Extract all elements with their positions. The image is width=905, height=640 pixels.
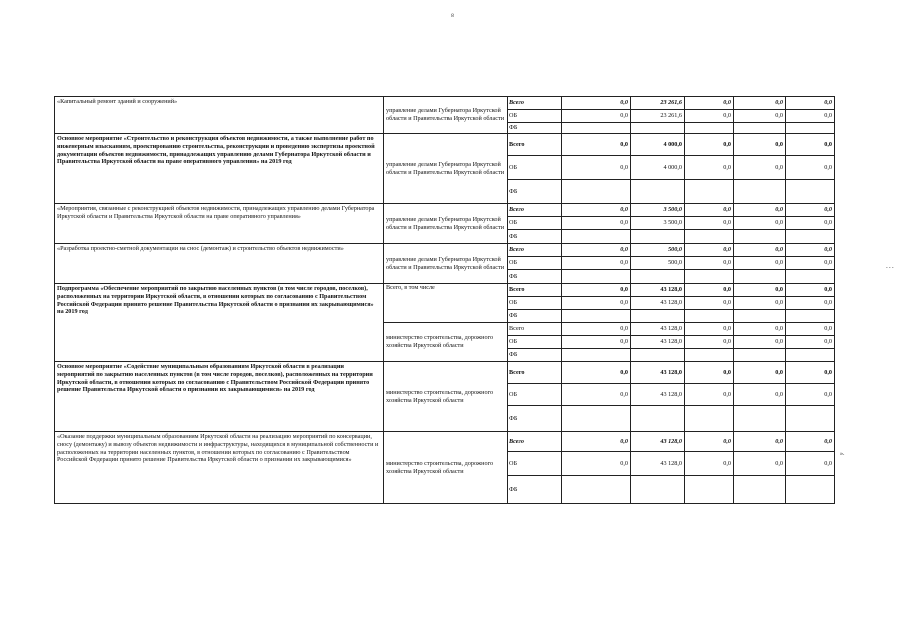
amount-cell: 0,0 (734, 384, 786, 406)
amount-cell: 0,0 (562, 362, 631, 384)
amount-cell: 0,0 (685, 134, 734, 156)
amount-cell (685, 349, 734, 362)
funding-source-cell: ФБ (508, 349, 562, 362)
amount-cell: 0,0 (685, 97, 734, 110)
amount-cell: 0,0 (685, 297, 734, 310)
amount-cell (562, 349, 631, 362)
funding-source-cell: Всего (508, 432, 562, 452)
amount-cell: 0,0 (786, 97, 835, 110)
responsible-executor: управление делами Губернатора Иркутской области и Правительства Иркутской области (384, 134, 508, 204)
amount-cell: 0,0 (734, 257, 786, 270)
amount-cell: 0,0 (562, 134, 631, 156)
amount-cell (685, 230, 734, 244)
responsible-executor: управление делами Губернатора Иркутской области и Правительства Иркутской области (384, 204, 508, 244)
amount-cell: 0,0 (786, 362, 835, 384)
amount-cell (786, 310, 835, 323)
amount-cell (685, 270, 734, 284)
amount-cell (631, 349, 685, 362)
amount-cell (786, 349, 835, 362)
amount-cell: 0,0 (734, 156, 786, 180)
funding-source-cell: ФБ (508, 310, 562, 323)
measure-description: «Разработка проектно-сметной документации на снос (демонтаж) и строительство объектов недвижимости» (55, 244, 384, 284)
funding-source-cell: Всего (508, 284, 562, 297)
funding-source-cell: ФБ (508, 476, 562, 504)
amount-cell: 0,0 (685, 432, 734, 452)
amount-cell: 0,0 (734, 97, 786, 110)
amount-cell (631, 180, 685, 204)
amount-cell: 0,0 (734, 217, 786, 230)
amount-cell: 0,0 (562, 297, 631, 310)
amount-cell (786, 406, 835, 432)
amount-cell: 4 000,0 (631, 156, 685, 180)
amount-cell: 43 128,0 (631, 452, 685, 476)
amount-cell (562, 406, 631, 432)
amount-cell: 500,0 (631, 244, 685, 257)
amount-cell: 0,0 (562, 244, 631, 257)
amount-cell: 43 128,0 (631, 297, 685, 310)
table-row (55, 362, 835, 384)
amount-cell: 0,0 (786, 284, 835, 297)
amount-cell: 43 128,0 (631, 362, 685, 384)
amount-cell: 0,0 (786, 297, 835, 310)
measure-description: «Капитальный ремонт зданий и сооружений» (55, 97, 384, 134)
amount-cell: 0,0 (685, 204, 734, 217)
amount-cell: 0,0 (562, 432, 631, 452)
funding-source-cell: Всего (508, 362, 562, 384)
amount-cell (734, 230, 786, 244)
amount-cell (786, 180, 835, 204)
funding-source-cell: ФБ (508, 123, 562, 134)
amount-cell (562, 476, 631, 504)
funding-source-cell: ФБ (508, 180, 562, 204)
amount-cell: 0,0 (734, 204, 786, 217)
amount-cell: 0,0 (786, 217, 835, 230)
amount-cell (685, 180, 734, 204)
amount-cell: 0,0 (562, 257, 631, 270)
funding-source-cell: ФБ (508, 230, 562, 244)
amount-cell (562, 310, 631, 323)
amount-cell: 0,0 (685, 244, 734, 257)
amount-cell: 0,0 (786, 336, 835, 349)
amount-cell: 0,0 (734, 432, 786, 452)
amount-cell: 0,0 (786, 204, 835, 217)
amount-cell (685, 476, 734, 504)
amount-cell: 0,0 (685, 284, 734, 297)
table-row (55, 97, 835, 110)
amount-cell: 0,0 (685, 336, 734, 349)
funding-source-cell: ОБ (508, 257, 562, 270)
funding-source-cell: Всего (508, 97, 562, 110)
amount-cell: 0,0 (685, 452, 734, 476)
measure-description: Подпрограмма «Обеспечение мероприятий по закрытию населенных пунктов (в том числе городов, поселков), расположенных на территории Иркутской области, в отношении которых по согласованию с Правительством Российской Федерации принято решение Правительства Иркутской области о признании их закрывающимися» на 2019 год (55, 284, 384, 362)
amount-cell (734, 476, 786, 504)
amount-cell: 0,0 (685, 217, 734, 230)
amount-cell: 0,0 (562, 97, 631, 110)
funding-source-cell: Всего (508, 134, 562, 156)
responsible-executor: министерство строительства, дорожного хозяйства Иркутской области (384, 432, 508, 504)
amount-cell (786, 476, 835, 504)
amount-cell: 0,0 (562, 452, 631, 476)
amount-cell: 0,0 (562, 204, 631, 217)
amount-cell (685, 310, 734, 323)
amount-cell: 0,0 (685, 156, 734, 180)
amount-cell (562, 270, 631, 284)
responsible-executor: управление делами Губернатора Иркутской области и Правительства Иркутской области (384, 244, 508, 284)
amount-cell: 500,0 (631, 257, 685, 270)
amount-cell: 0,0 (685, 110, 734, 123)
funding-source-cell: ОБ (508, 156, 562, 180)
amount-cell: 0,0 (562, 336, 631, 349)
amount-cell (631, 123, 685, 134)
amount-cell: 0,0 (562, 384, 631, 406)
measure-description: «Мероприятия, связанные с реконструкцией объектов недвижимости, принадлежащих управлению делами Губернатора Иркутской области и Правительства Иркутской области на праве оперативного управления» (55, 204, 384, 244)
amount-cell: 0,0 (786, 244, 835, 257)
amount-cell: 0,0 (734, 134, 786, 156)
amount-cell: 0,0 (562, 156, 631, 180)
amount-cell (631, 406, 685, 432)
amount-cell: 0,0 (685, 323, 734, 336)
amount-cell: 4 000,0 (631, 134, 685, 156)
amount-cell: 0,0 (562, 110, 631, 123)
amount-cell (685, 406, 734, 432)
budget-table (54, 96, 835, 504)
funding-source-cell: ОБ (508, 336, 562, 349)
amount-cell: 0,0 (786, 323, 835, 336)
page-number: 8 (451, 14, 454, 19)
amount-cell: 0,0 (786, 257, 835, 270)
table-row (55, 134, 835, 156)
amount-cell: 0,0 (734, 452, 786, 476)
amount-cell: 3 500,0 (631, 217, 685, 230)
amount-cell: 23 261,6 (631, 97, 685, 110)
amount-cell: 0,0 (685, 257, 734, 270)
responsible-executor: министерство строительства, дорожного хозяйства Иркутской области (384, 323, 508, 362)
funding-source-cell: ОБ (508, 217, 562, 230)
amount-cell: 0,0 (734, 323, 786, 336)
amount-cell: 0,0 (734, 297, 786, 310)
amount-cell (734, 270, 786, 284)
amount-cell: 0,0 (734, 362, 786, 384)
amount-cell (562, 123, 631, 134)
amount-cell: 3 500,0 (631, 204, 685, 217)
funding-source-cell: ОБ (508, 110, 562, 123)
table-row (55, 432, 835, 452)
amount-cell: 0,0 (786, 156, 835, 180)
funding-source-cell: ОБ (508, 452, 562, 476)
measure-description: Основное мероприятие «Строительство и реконструкция объектов недвижимости, а также выполнение работ по инженерным изысканиям, проектированию строительства, реконструкции и проведению экспертизы проектной документации объектов недвижимости, принадлежащих управлению делами Губернатора Иркутской области и Правительства Иркутской области на праве оперативного управления» на 2019 год (55, 134, 384, 204)
amount-cell (631, 270, 685, 284)
amount-cell: 0,0 (562, 284, 631, 297)
amount-cell: 0,0 (786, 432, 835, 452)
table-row (55, 284, 835, 297)
amount-cell (734, 310, 786, 323)
amount-cell: 43 128,0 (631, 336, 685, 349)
amount-cell: 23 261,6 (631, 110, 685, 123)
amount-cell (734, 123, 786, 134)
amount-cell: 43 128,0 (631, 432, 685, 452)
amount-cell (734, 349, 786, 362)
amount-cell: 43 128,0 (631, 323, 685, 336)
amount-cell: 43 128,0 (631, 284, 685, 297)
amount-cell (786, 230, 835, 244)
measure-description: Основное мероприятие «Содействие муниципальным образованиям Иркутской области в реализации мероприятий по закрытию населенных пунктов (в том числе городов, поселков), расположенных на территории Иркутской области, в отношении которых по согласованию с Правительством Российской Федерации принято решение Правительства Иркутской области о признании их закрывающимися» на 2019 год (55, 362, 384, 432)
funding-source-cell: ОБ (508, 384, 562, 406)
responsible-executor: Всего, в том числе (384, 284, 508, 323)
funding-source-cell: ФБ (508, 270, 562, 284)
amount-cell (786, 123, 835, 134)
funding-source-cell: ОБ (508, 297, 562, 310)
amount-cell (685, 123, 734, 134)
amount-cell: 0,0 (786, 110, 835, 123)
responsible-executor: министерство строительства, дорожного хозяйства Иркутской области (384, 362, 508, 432)
amount-cell: 0,0 (685, 384, 734, 406)
side-margin-mark: - - - (886, 266, 894, 271)
amount-cell (786, 270, 835, 284)
responsible-executor: управление делами Губернатора Иркутской области и Правительства Иркутской области (384, 97, 508, 134)
amount-cell (631, 476, 685, 504)
funding-source-cell: ФБ (508, 406, 562, 432)
amount-cell (562, 180, 631, 204)
amount-cell: 43 128,0 (631, 384, 685, 406)
amount-cell: 0,0 (786, 384, 835, 406)
funding-source-cell: Всего (508, 244, 562, 257)
table-row (55, 244, 835, 257)
funding-source-cell: Всего (508, 323, 562, 336)
amount-cell: 0,0 (734, 110, 786, 123)
amount-cell (631, 230, 685, 244)
amount-cell (631, 310, 685, 323)
amount-cell (734, 180, 786, 204)
amount-cell: 0,0 (685, 362, 734, 384)
table-row (55, 204, 835, 217)
budget-table-body (55, 97, 835, 504)
amount-cell: 0,0 (562, 323, 631, 336)
amount-cell: 0,0 (734, 336, 786, 349)
amount-cell: 0,0 (734, 284, 786, 297)
end-quote-mark: ». (840, 451, 845, 457)
amount-cell (734, 406, 786, 432)
amount-cell: 0,0 (734, 244, 786, 257)
amount-cell (562, 230, 631, 244)
funding-source-cell: Всего (508, 204, 562, 217)
amount-cell: 0,0 (786, 134, 835, 156)
measure-description: «Оказание поддержки муниципальным образованиям Иркутской области на реализацию мероприятий по консервации, сносу (демонтажу) и вывозу объектов недвижимости и инфраструктуры, находящихся в муниципальной собственности и расположенных на территории населенных пунктов, в отношении которых по согласованию с Правительством Российской Федерации принято решение Правительства Иркутской области о признании их закрывающимися» (55, 432, 384, 504)
amount-cell: 0,0 (786, 452, 835, 476)
amount-cell: 0,0 (562, 217, 631, 230)
